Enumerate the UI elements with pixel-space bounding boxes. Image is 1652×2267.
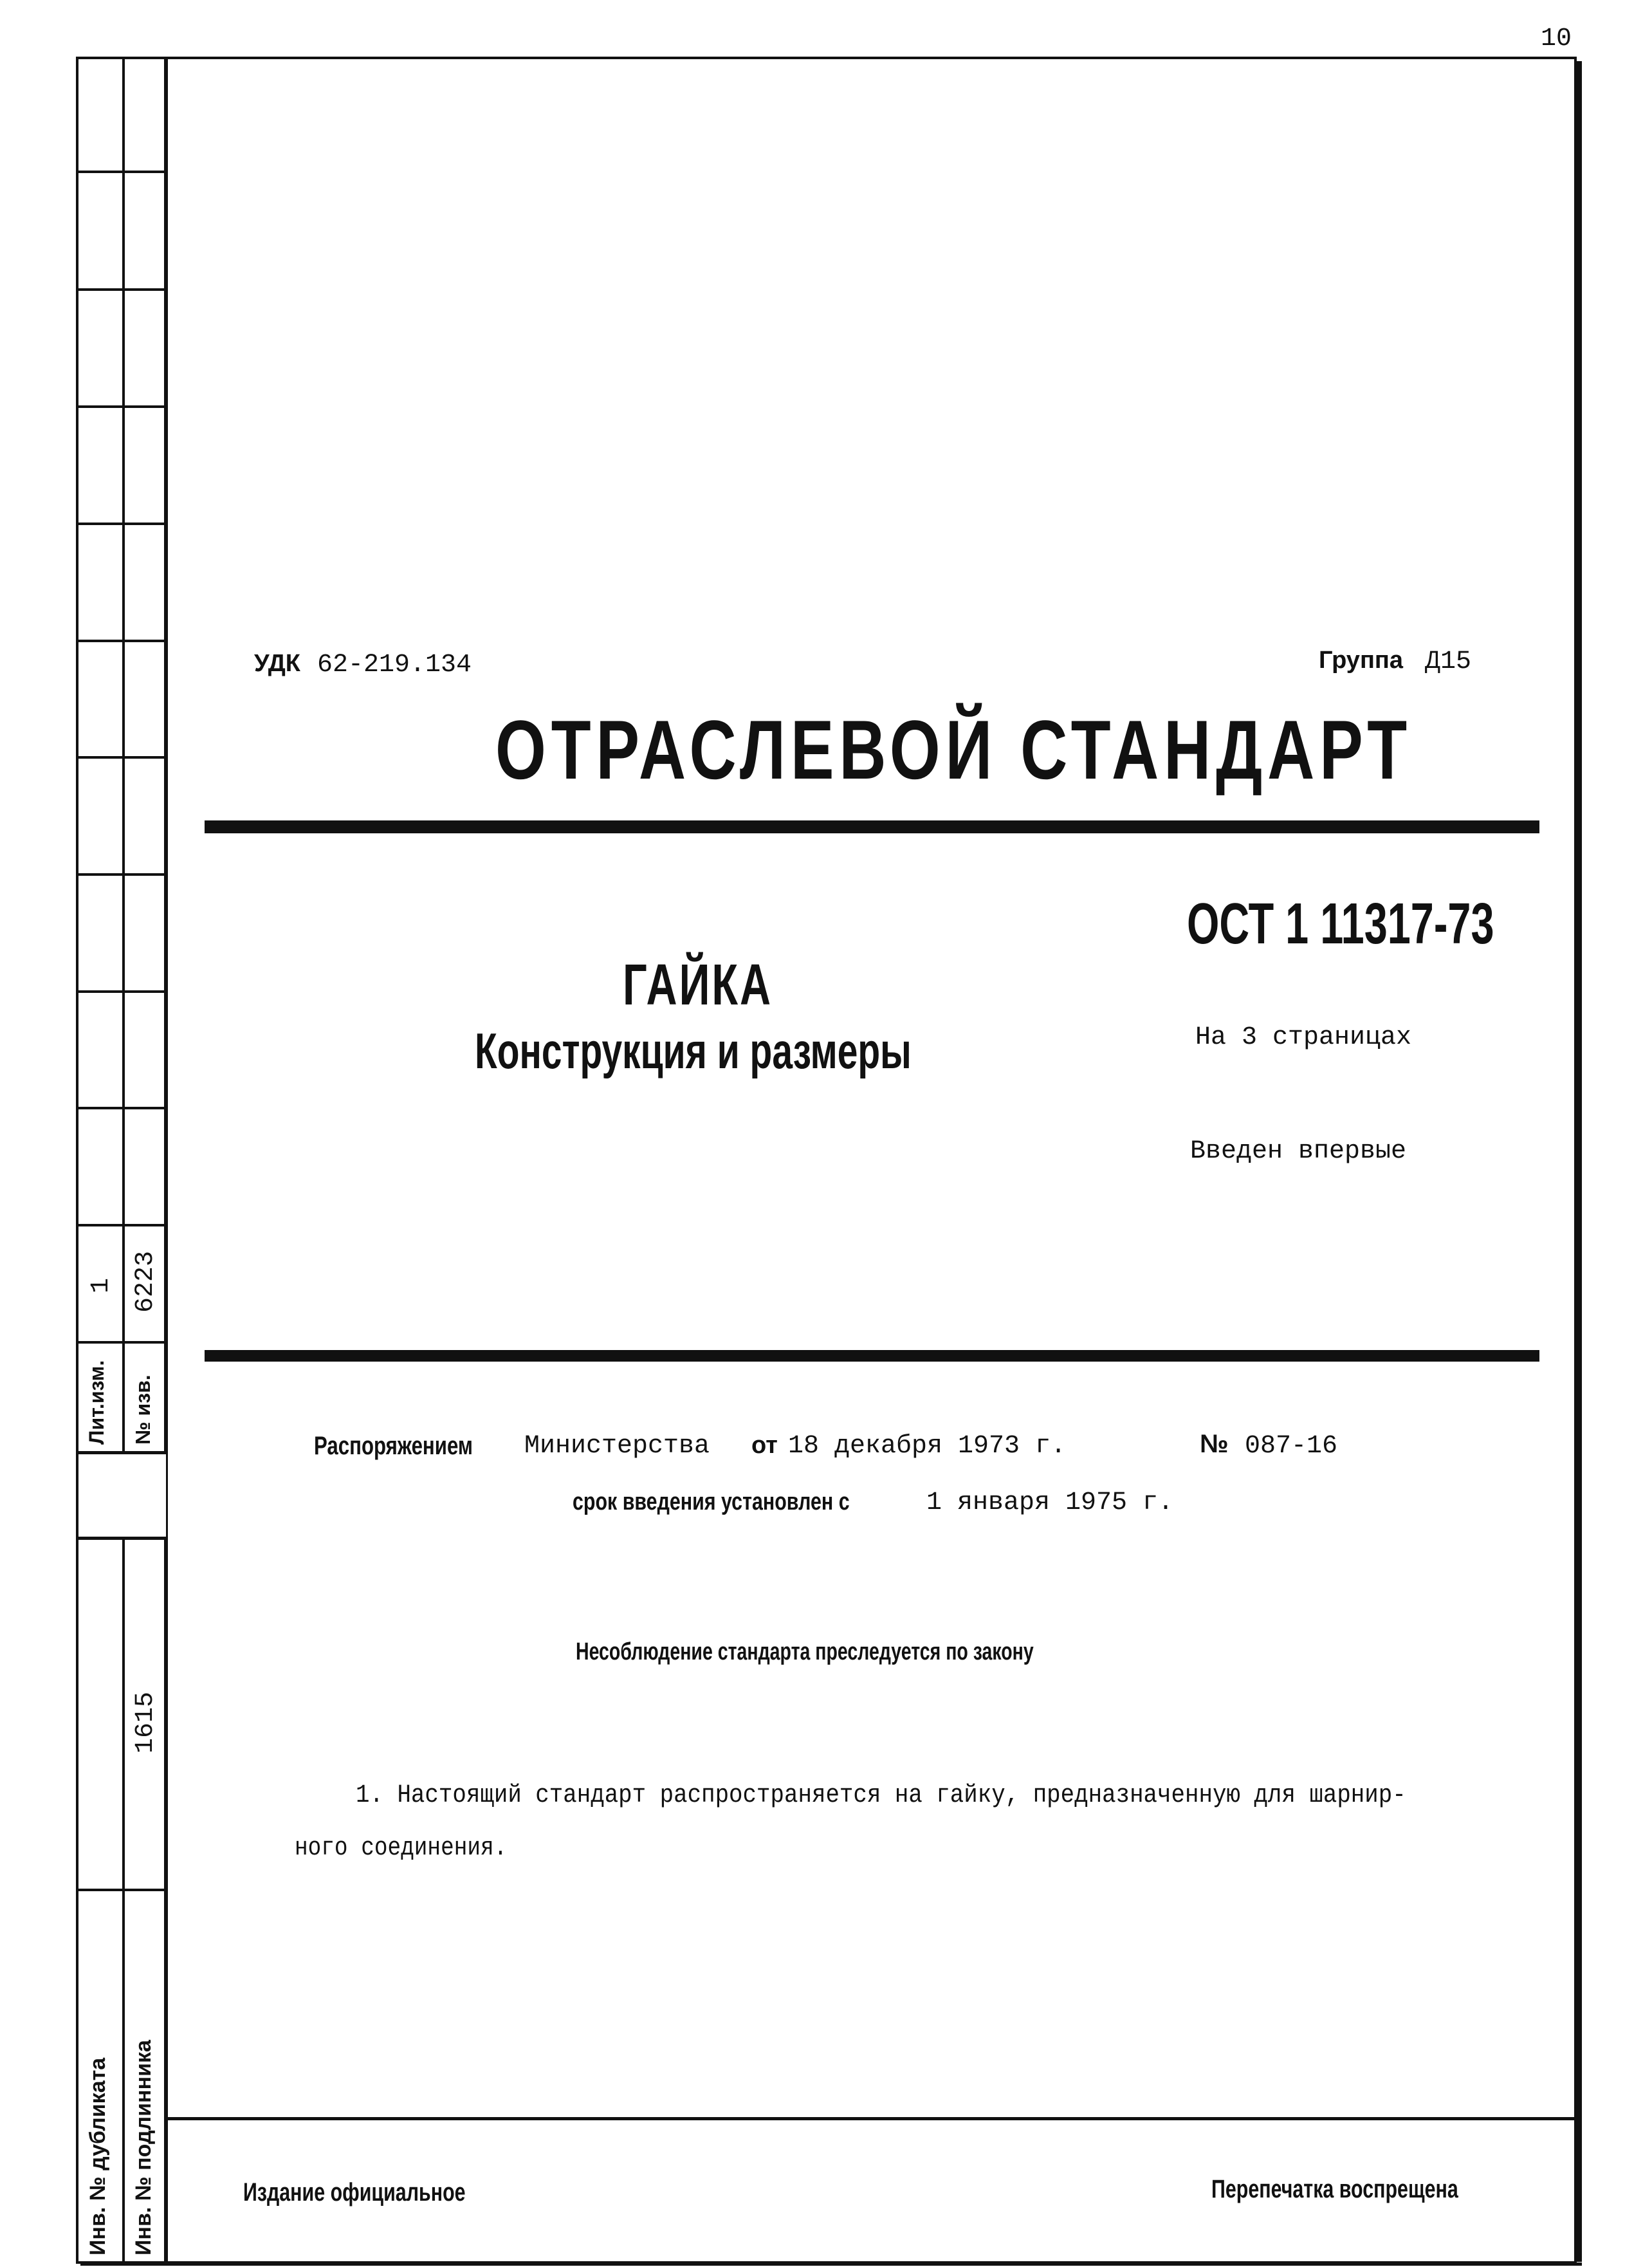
footer-right: Перепечатка воспрещена — [1211, 2175, 1458, 2203]
order-number-sign: № — [1200, 1430, 1229, 1458]
stamp-col-divider-1 — [122, 57, 125, 2264]
header-rule-bottom — [205, 1350, 1539, 1362]
group-label: Группа — [1319, 647, 1403, 674]
order-ministry: Министерства — [524, 1432, 710, 1461]
inv-podlinnika-label: Инв. № подлинника — [131, 2040, 156, 2255]
stamp-cell-line — [76, 990, 168, 993]
frame-shadow-right — [1577, 61, 1582, 2262]
stamp-cell-line — [76, 756, 168, 759]
clause-1-line-1: 1. Настоящий стандарт распространяется на гайку, предназначенную для шарнир- — [356, 1781, 1406, 1810]
header-rule-top — [205, 820, 1539, 833]
pages-note: На 3 страницах — [1195, 1023, 1412, 1052]
stamp-cell-line — [76, 1224, 168, 1226]
group-value: Д15 — [1424, 647, 1471, 676]
page-number: 10 — [1541, 24, 1572, 53]
inv-podlinnika-value: 1615 — [131, 1691, 160, 1753]
stamp-gap-left — [76, 1451, 78, 1540]
frame-shadow-bottom — [80, 2262, 1582, 2266]
stamp-cell-line — [76, 1341, 168, 1344]
stamp-cell-line — [76, 405, 168, 408]
lit-izm-label: Лит.изм. — [85, 1360, 108, 1445]
order-number: 087-16 — [1245, 1432, 1338, 1461]
stamp-cell-line — [76, 1889, 168, 1891]
group-line — [1319, 647, 1471, 676]
stamp-cell-line — [76, 171, 168, 173]
udk-line — [254, 650, 472, 680]
order-from: от — [751, 1432, 778, 1459]
clause-1-line-2: ного соединения. — [295, 1834, 508, 1863]
introduced-note: Введен впервые — [1190, 1137, 1407, 1166]
no-izv-value: 6223 — [131, 1250, 160, 1313]
stamp-cell-line — [76, 873, 168, 876]
lit-izm-value: 1 — [87, 1277, 116, 1293]
order-date: 18 декабря 1973 г. — [788, 1432, 1067, 1461]
effective-label: срок введения установлен с — [573, 1488, 850, 1515]
stamp-cell-line — [76, 640, 168, 642]
no-izv-label: № изв. — [131, 1374, 154, 1445]
stamp-cell-line — [76, 288, 168, 291]
stamp-col-divider-2 — [164, 57, 168, 2264]
stamp-gap — [71, 1454, 166, 1538]
product-title: ГАЙКА — [623, 953, 773, 1017]
stamp-cell-line — [76, 523, 168, 525]
footer-left: Издание официальное — [243, 2178, 466, 2207]
udk-value: 62-219.134 — [317, 651, 472, 680]
footer-rule — [168, 2117, 1577, 2120]
effective-date: 1 января 1975 г. — [926, 1488, 1174, 1517]
order-label: Распоряжением — [314, 1432, 473, 1460]
header-title: ОТРАСЛЕВОЙ СТАНДАРТ — [495, 703, 1412, 797]
legal-notice: Несоблюдение стандарта преследуется по закону — [576, 1638, 1034, 1665]
stamp-gap-bottom — [76, 1537, 168, 1540]
standard-number: ОСТ 1 11317-73 — [1187, 892, 1494, 956]
udk-label: УДК — [254, 650, 300, 677]
stamp-cell-line — [76, 1107, 168, 1109]
inv-dublikata-label: Инв. № дубликата — [86, 2057, 110, 2255]
stamp-gap-top — [76, 1451, 168, 1454]
product-subtitle: Конструкция и размеры — [475, 1022, 912, 1079]
